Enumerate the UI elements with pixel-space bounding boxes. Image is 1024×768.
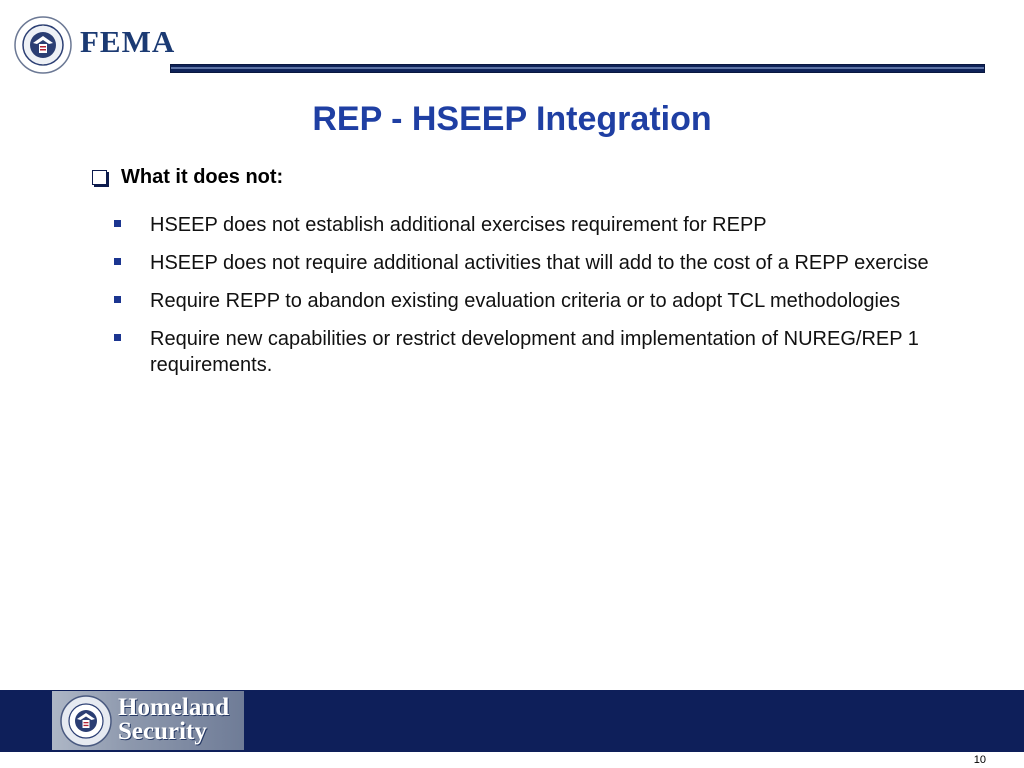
page-number: 10 <box>973 754 986 766</box>
list-item <box>114 288 934 314</box>
square-bullet-icon <box>114 258 121 265</box>
dhs-seal-icon <box>14 16 72 74</box>
fema-logo-text: FEMA <box>80 24 176 59</box>
list-item-text: HSEEP does not require additional activities that will add to the cost of a REPP exercise <box>150 252 929 274</box>
list-item <box>114 250 934 276</box>
list-item-text: Require REPP to abandon existing evaluation criteria or to adopt TCL methodologies <box>150 290 901 312</box>
square-bullet-icon <box>114 334 121 341</box>
header-rule <box>170 64 985 73</box>
bullet-list <box>114 212 934 390</box>
section-heading: What it does not: <box>121 166 284 188</box>
section-heading-row <box>92 166 283 189</box>
logo-line-2: Security <box>118 718 207 745</box>
homeland-security-logo <box>52 691 244 750</box>
list-item <box>114 212 934 238</box>
homeland-security-wordmark <box>118 696 229 744</box>
list-item <box>114 326 934 378</box>
list-item-text: HSEEP does not establish additional exercises requirement for REPP <box>150 214 767 236</box>
logo-line-1: Homeland <box>118 694 230 721</box>
checkbox-icon <box>92 170 107 185</box>
dhs-seal-icon <box>60 695 112 747</box>
square-bullet-icon <box>114 220 121 227</box>
slide-title: REP - HSEEP Integration <box>312 100 712 138</box>
header <box>0 0 1024 80</box>
list-item-text: Require new capabilities or restrict development and implementation of NUREG/REP 1 requirements. <box>150 328 919 376</box>
square-bullet-icon <box>114 296 121 303</box>
